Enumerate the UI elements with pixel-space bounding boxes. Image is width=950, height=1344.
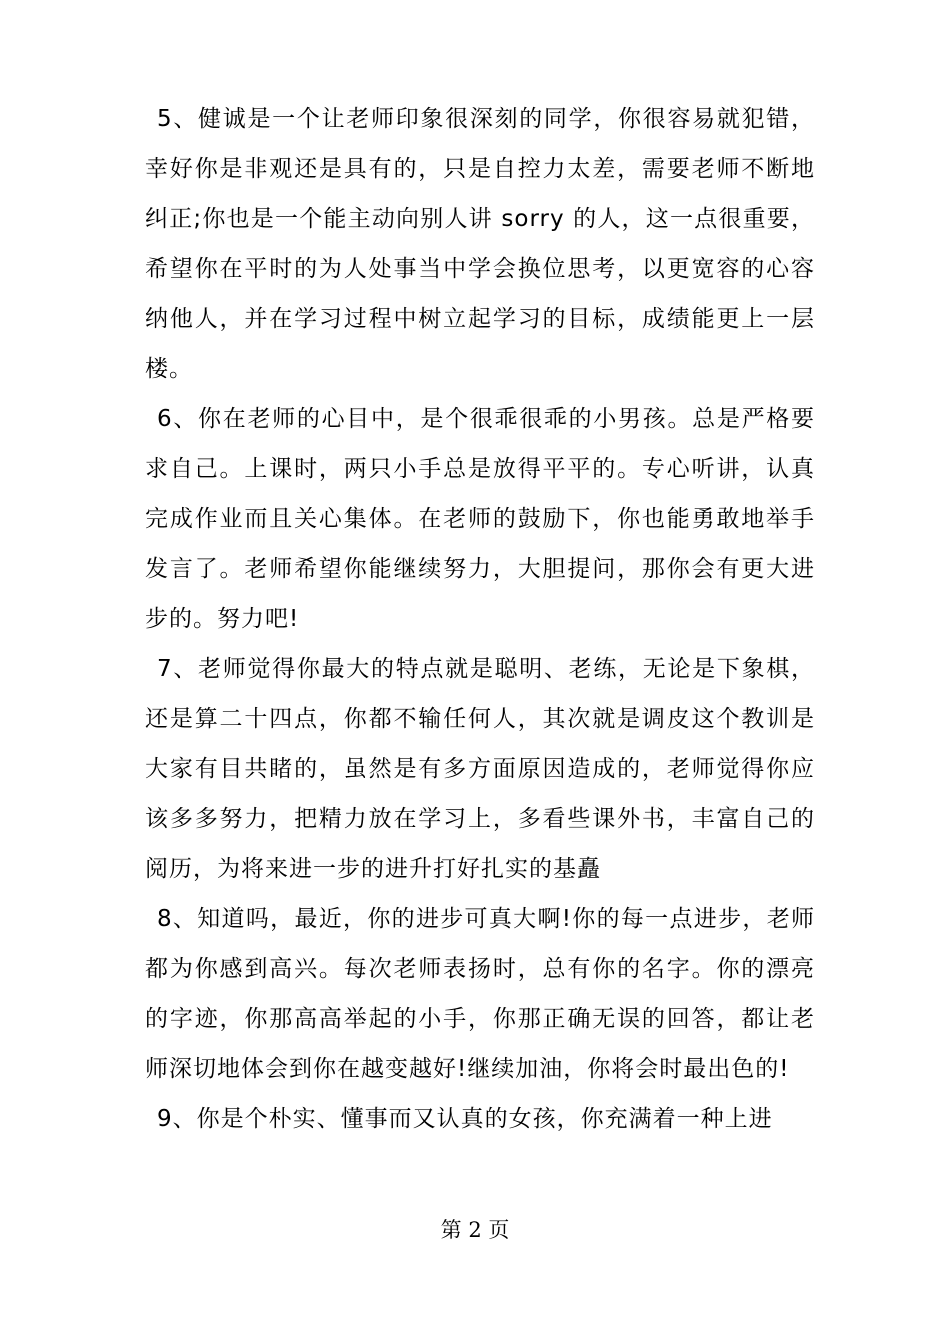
paragraph-7: 7、老师觉得你最大的特点就是聪明、老练，无论是下象棋，还是算二十四点，你都不输任何人，其次就是调皮这个教训是大家有目共睹的，虽然是有多方面原因造成的，老师觉得你应该多多努力，把精力放在学习上，多看些课外书，丰富自己的阅历，为将来进一步的进升打好扎实的基矗 xyxy=(145,656,815,882)
paragraph-5: 5、健诚是一个让老师印象很深刻的同学，你很容易就犯错，幸好你是非观还是具有的，只是自控力太差，需要老师不断地纠正;你也是一个能主动向别人讲 sorry 的人，这一点很重要，希望你在平时的为人处事当中学会换位思考，以更宽容的心容纳他人，并在学习过程中树立起学习的目标，成绩能更上一层楼。 xyxy=(145,106,815,382)
paragraph-8: 8、知道吗，最近，你的进步可真大啊!你的每一点进步，老师都为你感到高兴。每次老师表扬时，总有你的名字。你的漂亮的字迹，你那高高举起的小手，你那正确无误的回答，都让老师深切地体会到你在越变越好!继续加油，你将会时最出色的! xyxy=(145,906,815,1082)
paragraph-6: 6、你在老师的心目中，是个很乖很乖的小男孩。总是严格要求自己。上课时，两只小手总是放得平平的。专心听讲，认真完成作业而且关心集体。在老师的鼓励下，你也能勇敢地举手发言了。老师希望你能继续努力，大胆提问，那你会有更大进步的。努力吧! xyxy=(145,406,815,632)
paragraph-9: 9、你是个朴实、懂事而又认真的女孩，你充满着一种上进 xyxy=(157,1106,773,1132)
page-number: 第 2 页 xyxy=(440,1218,510,1242)
document-body xyxy=(145,94,815,1144)
